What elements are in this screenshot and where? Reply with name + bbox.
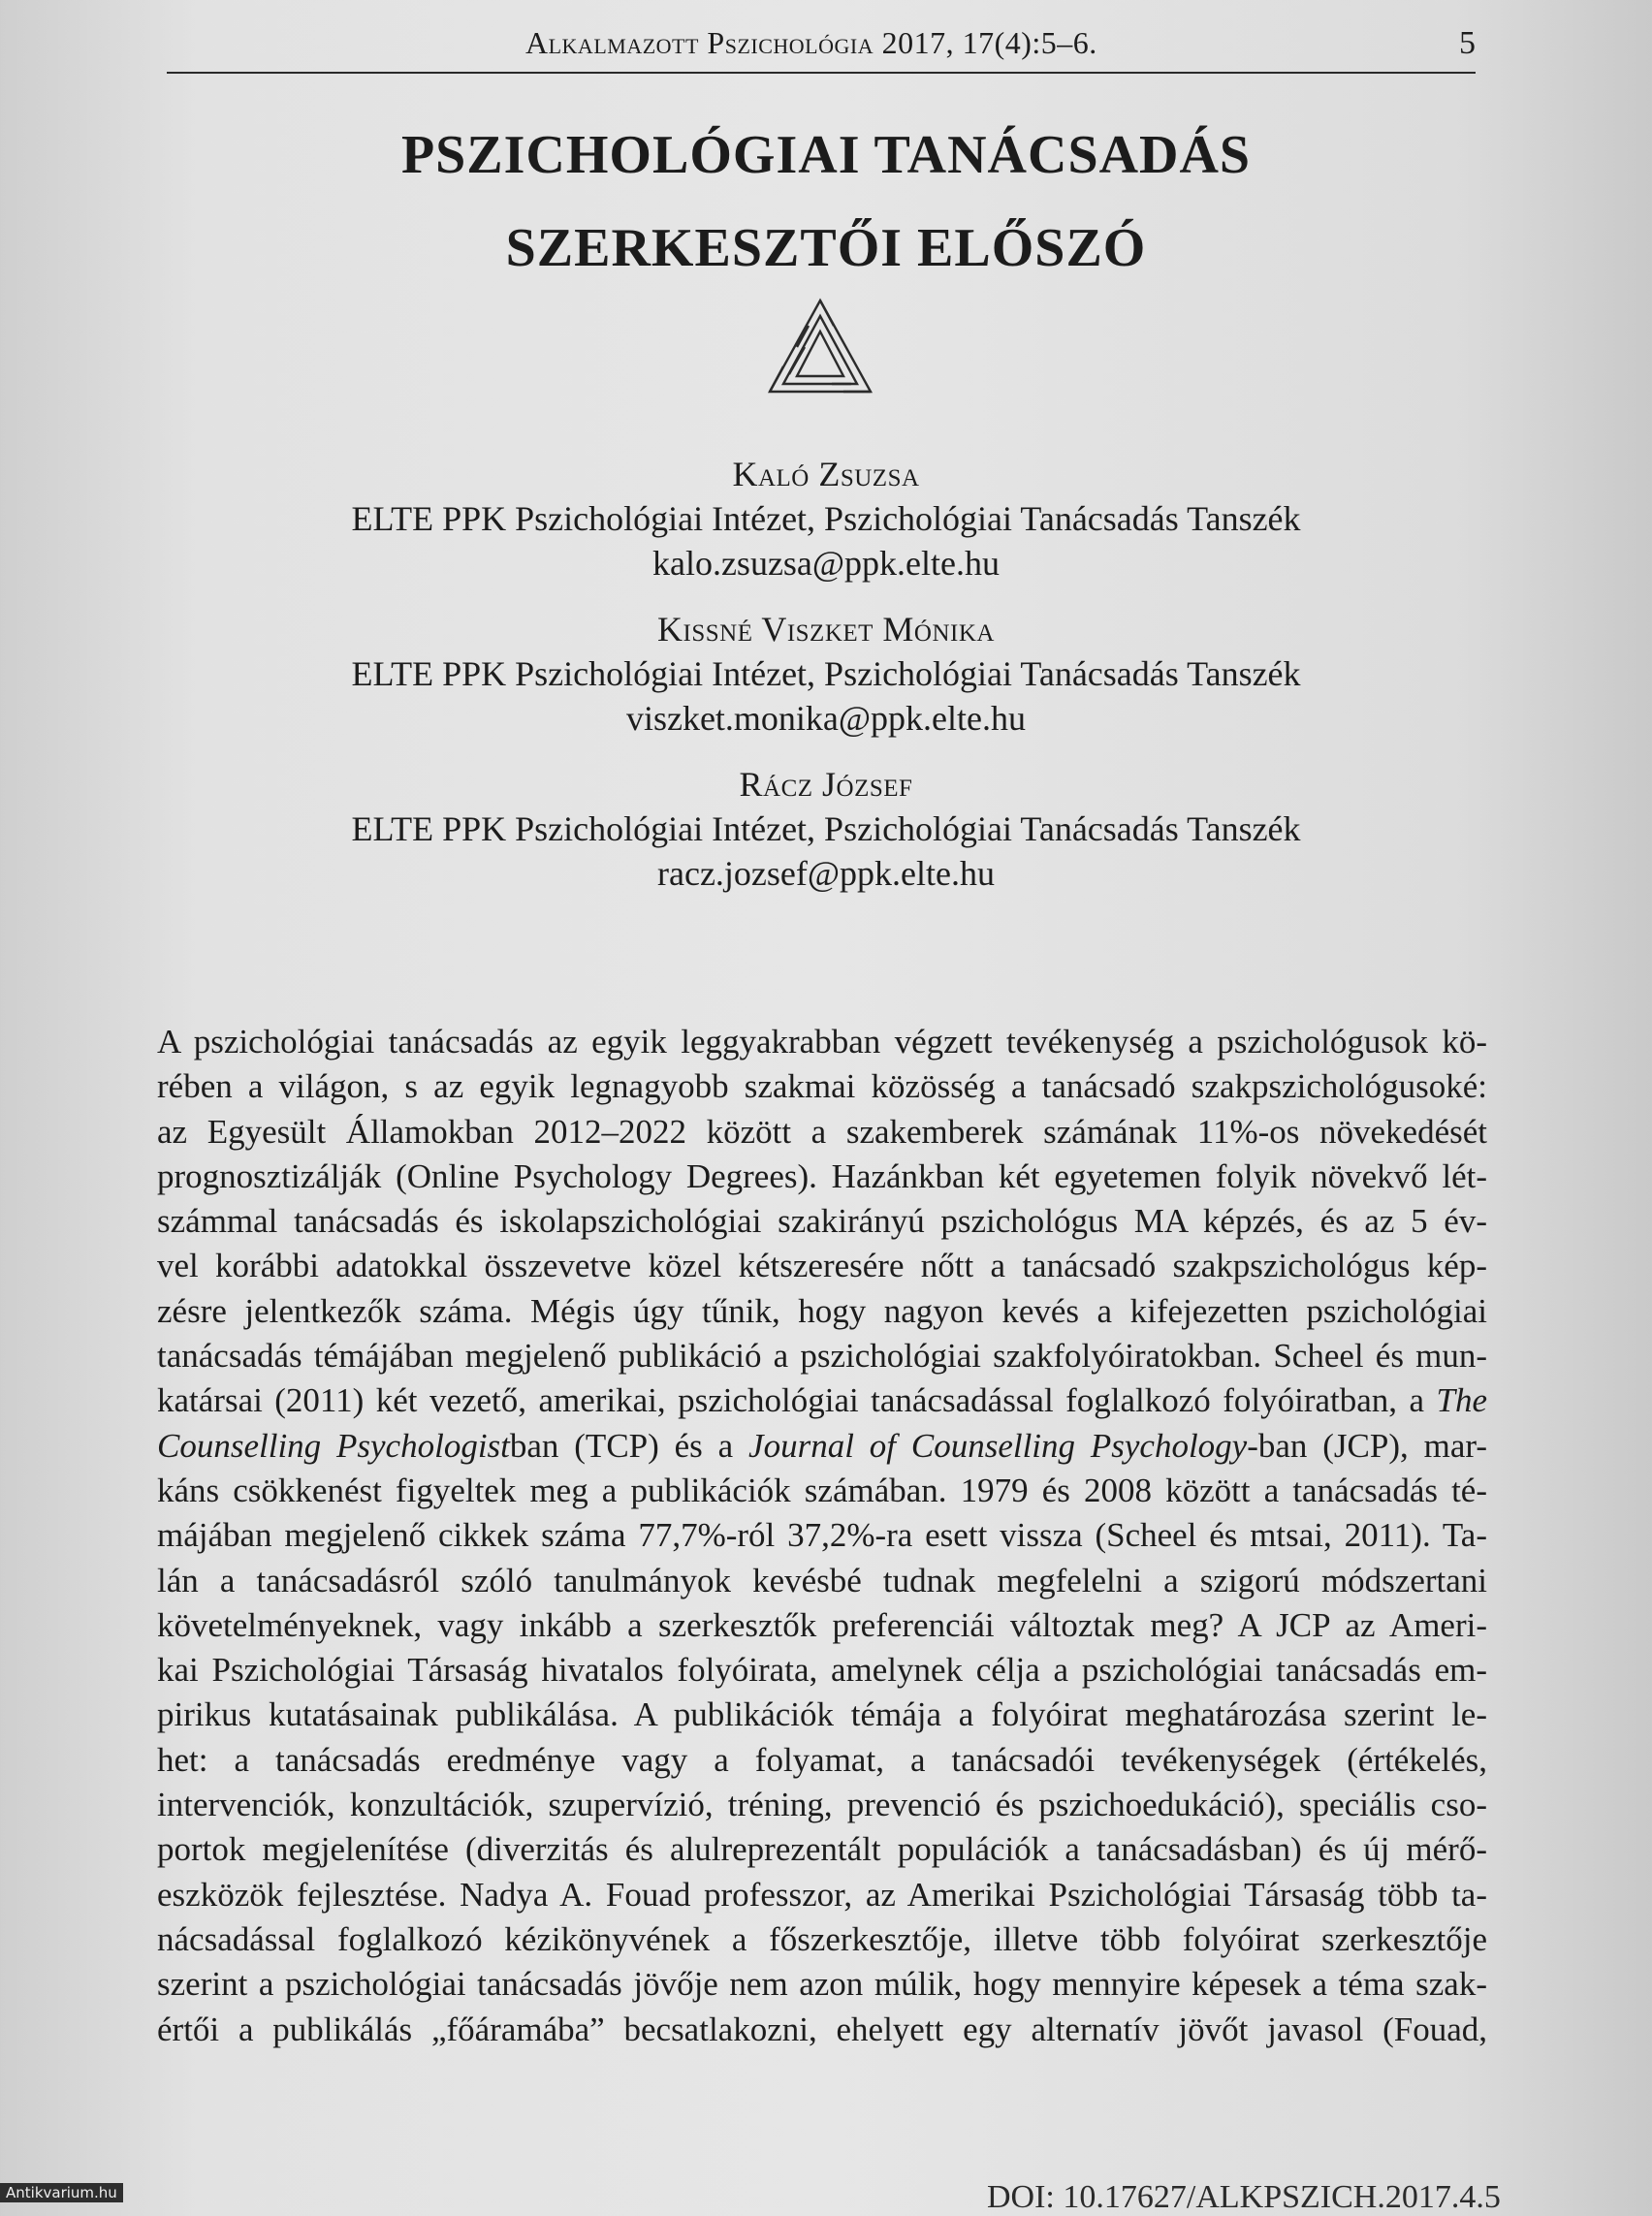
author-email: racz.jozsef@ppk.elte.hu <box>657 854 995 893</box>
text-line <box>157 1378 1487 1423</box>
running-header <box>167 17 1476 74</box>
text-line: zésre jelentkezők száma. Mégis úgy tűnik, hogy nagyon kevés a kifejezetten pszichológiai <box>157 1291 1487 1330</box>
author-name: Rácz József <box>739 765 913 804</box>
text-line <box>157 1424 1487 1469</box>
author-block <box>0 452 1652 586</box>
italic-journal-title: The <box>1436 1381 1487 1420</box>
text-segment: ban (TCP) és a <box>509 1426 749 1465</box>
author-block <box>0 607 1652 741</box>
text-line: het: a tanácsadás eredménye vagy a folyamat, a tanácsadói tevékenységek (értékelés, <box>157 1740 1487 1779</box>
text-line: szerint a pszichológiai tanácsadás jövője nem azon múlik, hogy mennyire képesek a téma szak- <box>157 1965 1487 2004</box>
text-line: eszközök fejlesztése. Nadya A. Fouad professzor, az Amerikai Pszichológiai Társaság több ta- <box>157 1875 1487 1914</box>
italic-journal-title: Counselling Psychologist <box>157 1426 510 1465</box>
author-list <box>0 452 1652 917</box>
title-line-2: SZERKESZTŐI ELŐSZÓ <box>505 218 1147 278</box>
text-line: számmal tanácsadás és iskolapszichológiai szakirányú pszichológus MA képzés, és az 5 év- <box>157 1202 1487 1241</box>
article-title <box>0 109 1652 295</box>
watermark: Antikvarium.hu <box>0 2183 123 2202</box>
text-line: rében a világon, s az egyik legnagyobb szakmai közösség a tanácsadó szakpszichológusoké: <box>157 1067 1487 1106</box>
text-line: portok megjelenítése (diverzitás és alulreprezentált populációk a tanácsadásban) és új mérő- <box>157 1830 1487 1869</box>
author-name: Kaló Zsuzsa <box>732 455 920 493</box>
text-line: pirikus kutatásainak publikálása. A publikációk témája a folyóirat meghatározása szerint le- <box>157 1695 1487 1734</box>
text-line: kai Pszichológiai Társaság hivatalos folyóirata, amelynek célja a pszichológiai tanácsadás em- <box>157 1651 1487 1690</box>
body-paragraph <box>157 1020 1487 2052</box>
author-affiliation: ELTE PPK Pszichológiai Intézet, Pszichológiai Tanácsadás Tanszék <box>351 499 1301 538</box>
text-segment: katársai (2011) két vezető, amerikai, pszichológiai tanácsadással foglalkozó folyóiratban, a <box>157 1381 1437 1420</box>
text-line: vel korábbi adatokkal összevetve közel kétszeresére nőtt a tanácsadó szakpszichológus kép- <box>157 1247 1487 1285</box>
page-number: 5 <box>1459 25 1476 61</box>
text-line: az Egyesült Államokban 2012–2022 között a szakemberek számának 11%-os növekedését <box>157 1112 1487 1151</box>
impossible-triangle-icon <box>766 297 874 397</box>
text-line: prognosztizálják (Online Psychology Degrees). Hazánkban két egyetemen folyik növekvő lét- <box>157 1156 1487 1195</box>
text-line: májában megjelenő cikkek száma 77,7%-ról 37,2%-ra esett vissza (Scheel és mtsai, 2011). Ta- <box>157 1516 1487 1555</box>
italic-journal-title: Journal of Counselling Psychology <box>748 1426 1248 1465</box>
author-email: viszket.monika@ppk.elte.hu <box>625 699 1027 738</box>
title-line-1: PSZICHOLÓGIAI TANÁCSADÁS <box>400 125 1252 185</box>
text-segment: -ban (JCP), mar- <box>1247 1426 1487 1465</box>
text-line: káns csökkenést figyeltek meg a publikációk számában. 1979 és 2008 között a tanácsadás té- <box>157 1471 1487 1509</box>
author-block <box>0 762 1652 896</box>
text-line: tanácsadás témájában megjelenő publikáció a pszichológiai szakfolyóiratokban. Scheel és mun- <box>157 1337 1487 1376</box>
journal-reference: Alkalmazott Pszichológia 2017, 17(4):5–6. <box>525 25 1097 60</box>
author-affiliation: ELTE PPK Pszichológiai Intézet, Pszichológiai Tanácsadás Tanszék <box>351 809 1301 848</box>
text-line: A pszichológiai tanácsadás az egyik leggyakrabban végzett tevékenység a pszichológusok kö- <box>157 1023 1487 1061</box>
text-line: követelményeknek, vagy inkább a szerkesztők preferenciái változtak meg? A JCP az Ameri- <box>157 1605 1487 1644</box>
doi-reference: DOI: 10.17627/ALKPSZICH.2017.4.5 <box>987 2179 1501 2215</box>
author-email: kalo.zsuzsa@ppk.elte.hu <box>651 544 1001 583</box>
author-name: Kissné Viszket Mónika <box>657 610 995 649</box>
text-line: intervenciók, konzultációk, szupervízió, tréning, prevenció és pszichoedukáció), speciális cso- <box>157 1786 1487 1824</box>
text-line: nácsadással foglalkozó kézikönyvének a főszerkesztője, illetve több folyóirat szerkesztője <box>157 1919 1487 1958</box>
author-affiliation: ELTE PPK Pszichológiai Intézet, Pszichológiai Tanácsadás Tanszék <box>351 654 1301 693</box>
text-line: lán a tanácsadásról szóló tanulmányok kevésbé tudnak megfelelni a szigorú módszertani <box>157 1561 1487 1599</box>
text-line: értői a publikálás „főáramába” becsatlakozni, ehelyett egy alternatív jövőt javasol (Fouad, <box>157 2010 1487 2048</box>
